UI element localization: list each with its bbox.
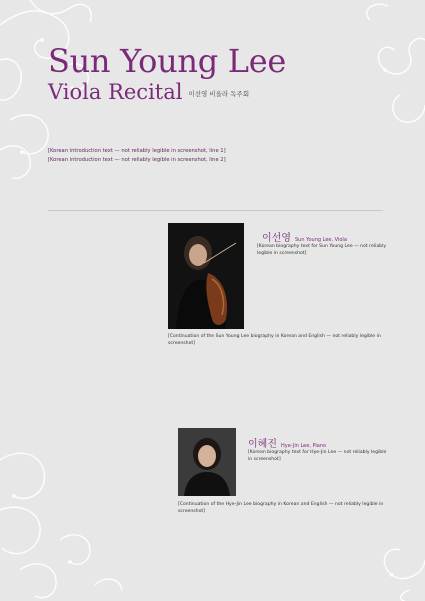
- performer-photo-pianist: [178, 428, 236, 496]
- introduction-text: [48, 148, 383, 165]
- performer-name-korean: 이혜진: [248, 439, 277, 450]
- bio-paragraph: [Korean biography text for Hye-Jin Lee — not reliably legible in screenshot]: [248, 450, 387, 462]
- pianist-biography-top: [248, 450, 390, 463]
- intro-paragraph: [Korean introduction text — not reliably legible in screenshot, line 2]: [48, 156, 226, 163]
- performer-name-violist: [262, 226, 347, 245]
- performer-name-korean: 이선영: [262, 233, 291, 244]
- page-title: Sun Young Lee: [48, 42, 287, 80]
- pianist-biography-bottom: [178, 502, 390, 515]
- violist-biography-bottom: [168, 334, 390, 347]
- section-divider: [48, 210, 383, 211]
- bio-paragraph: [Korean biography text for Sun Young Lee — not reliably legible in screenshot]: [257, 244, 387, 256]
- intro-paragraph: [Korean introduction text — not reliably legible in screenshot, line 1]: [48, 148, 226, 154]
- performer-name-english: Hye-Jin Lee, Piano: [280, 443, 327, 449]
- pianist-portrait-illustration: [178, 428, 236, 496]
- bio-paragraph: [Continuation of the Sun Young Lee biography in Korean and English — not reliably legible in screenshot]: [168, 334, 381, 346]
- bio-paragraph: [Continuation of the Hye-Jin Lee biography in Korean and English — not reliably legible in screenshot]: [178, 502, 384, 514]
- performer-name-english: Sun Young Lee, Viola: [294, 237, 347, 243]
- violist-biography-top: [257, 244, 389, 257]
- subtitle-korean: 이선영 비올라 독주회: [188, 89, 250, 98]
- performer-photo-violist: [168, 223, 244, 329]
- title-block: [48, 44, 286, 106]
- subtitle-english: Viola Recital: [48, 80, 183, 104]
- violist-portrait-illustration: [168, 223, 244, 329]
- performer-name-pianist: [248, 432, 326, 451]
- page-subtitle: [48, 80, 286, 106]
